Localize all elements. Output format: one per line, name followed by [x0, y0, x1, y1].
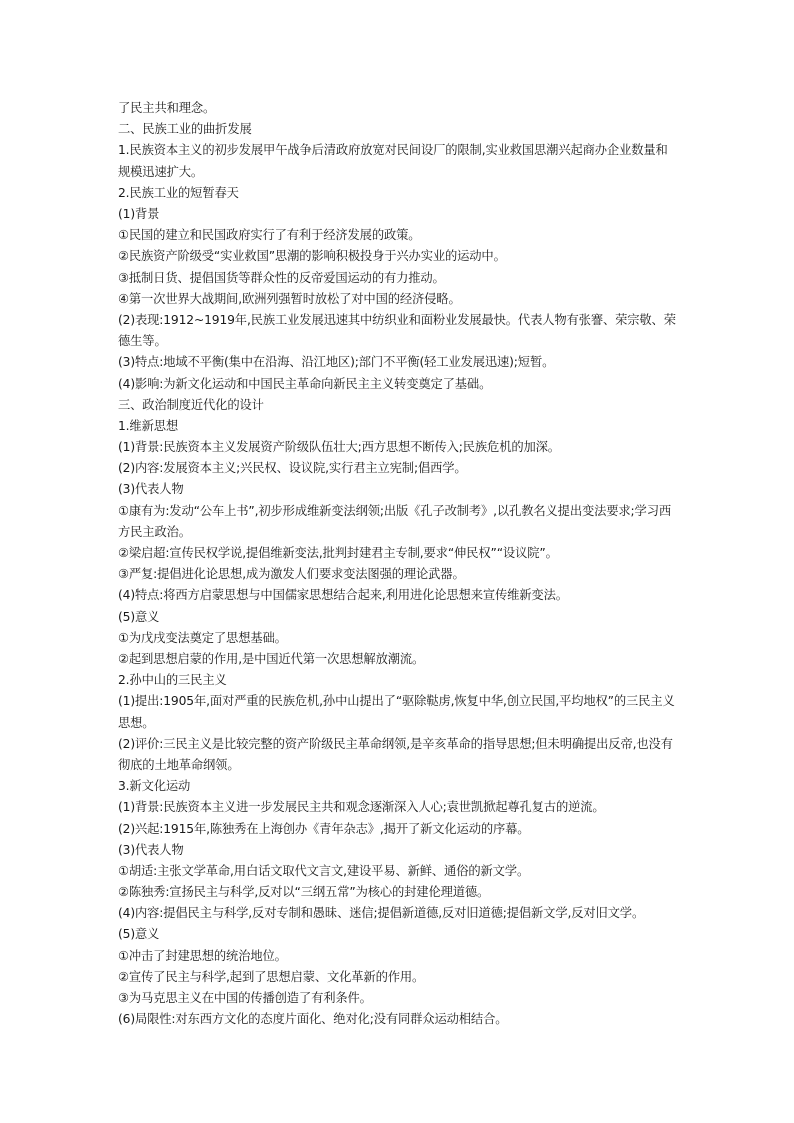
list-heading: (3)代表人物: [118, 842, 184, 857]
list-item: ①康有为:发动“公车上书”,初步形成维新变法纲领;出版《孔子改制考》,以孔教名义提出变法要求;学习西方民主政治。: [118, 503, 671, 539]
list-item: ②起到思想启蒙的作用,是中国近代第一次思想解放潮流。: [118, 651, 425, 666]
list-heading: (5)意义: [118, 927, 160, 942]
list-item: ④第一次世界大战期间,欧洲列强暂时放松了对中国的经济侵略。: [118, 291, 461, 306]
list-item: (4)特点:将西方启蒙思想与中国儒家思想结合起来,利用进化论思想来宣传维新变法。: [118, 588, 568, 603]
list-item: (2)兴起:1915年,陈独秀在上海创办《青年杂志》,揭开了新文化运动的序幕。: [118, 821, 530, 836]
subheading: 1.维新思想: [118, 418, 179, 433]
document-body: [118, 98, 678, 1030]
subheading: 2.孙中山的三民主义: [118, 673, 227, 688]
subheading: 2.民族工业的短暂春天: [118, 185, 239, 200]
list-item: (6)局限性:对东西方文化的态度片面化、绝对化;没有同群众运动相结合。: [118, 1012, 508, 1027]
list-item: ①为戊戌变法奠定了思想基础。: [118, 630, 287, 645]
list-item: ③严复:提倡进化论思想,成为激发人们要求变法图强的理论武器。: [118, 567, 465, 582]
list-item: ②梁启超:宣传民权学说,提倡维新变法,批判封建君主专制,要求“伸民权”“设议院”。: [118, 546, 558, 561]
paragraph: 1.民族资本主义的初步发展甲午战争后清政府放宽对民间设厂的限制,实业救国思潮兴起商办企业数量和规模迅速扩大。: [118, 143, 668, 179]
section-heading-2: 二、民族工业的曲折发展: [118, 122, 252, 137]
list-item: (2)表现:1912~1919年,民族工业发展迅速其中纺织业和面粉业发展最快。代表人物有张謇、荣宗敬、荣德生等。: [118, 312, 676, 349]
list-item: (2)内容:发展资本主义;兴民权、设议院,实行君主立宪制;倡西学。: [118, 461, 467, 476]
list-heading: (5)意义: [118, 609, 160, 624]
list-item: (4)内容:提倡民主与科学,反对专制和愚昧、迷信;提倡新道德,反对旧道德;提倡新文学,反对旧文学。: [118, 906, 645, 921]
list-item: ②民族资产阶级受“实业救国”思潮的影响积极投身于兴办实业的运动中。: [118, 249, 506, 264]
list-item: ①冲击了封建思想的统治地位。: [118, 948, 287, 963]
list-item: (4)影响:为新文化运动和中国民主革命向新民主主义转变奠定了基础。: [118, 376, 492, 391]
list-heading: (3)代表人物: [118, 482, 184, 497]
list-item: (3)特点:地域不平衡(集中在沿海、沿江地区);部门不平衡(轻工业发展迅速);短暂。: [118, 355, 555, 370]
list-item: (2)评价:三民主义是比较完整的资产阶级民主革命纲领,是辛亥革命的指导思想;但未明确提出反帝,也没有彻底的土地革命纲领。: [118, 736, 673, 772]
list-item: (1)背景:民族资本主义发展资产阶级队伍壮大;西方思想不断传入;民族危机的加深。: [118, 440, 560, 455]
list-item: ②陈独秀:宣扬民主与科学,反对以“三纲五常”为核心的封建伦理道德。: [118, 885, 490, 900]
list-item: (1)背景:民族资本主义进一步发展民主共和观念逐渐深入人心;袁世凯掀起尊孔复古的逆流。: [118, 800, 605, 815]
list-item: ③抵制日货、提倡国货等群众性的反帝爱国运动的有力推动。: [118, 270, 445, 285]
list-item: (1)提出:1905年,面对严重的民族危机,孙中山提出了“驱除鞑虏,恢复中华,创立民国,平均地权”的三民主义思想。: [118, 694, 675, 730]
list-heading: (1)背景: [118, 206, 160, 221]
list-item: ③为马克思主义在中国的传播创造了有利条件。: [118, 991, 372, 1006]
section-heading-3: 三、政治制度近代化的设计: [118, 397, 264, 412]
list-item: ①民国的建立和民国政府实行了有利于经济发展的政策。: [118, 228, 421, 243]
subheading: 3.新文化运动: [118, 779, 191, 794]
list-item: ①胡适:主张文学革命,用白话文取代文言文,建设平易、新鲜、通俗的新文学。: [118, 863, 530, 878]
list-item: ②宣传了民主与科学,起到了思想启蒙、文化革新的作用。: [118, 969, 425, 984]
paragraph-continuation: 了民主共和理念。: [118, 101, 216, 115]
